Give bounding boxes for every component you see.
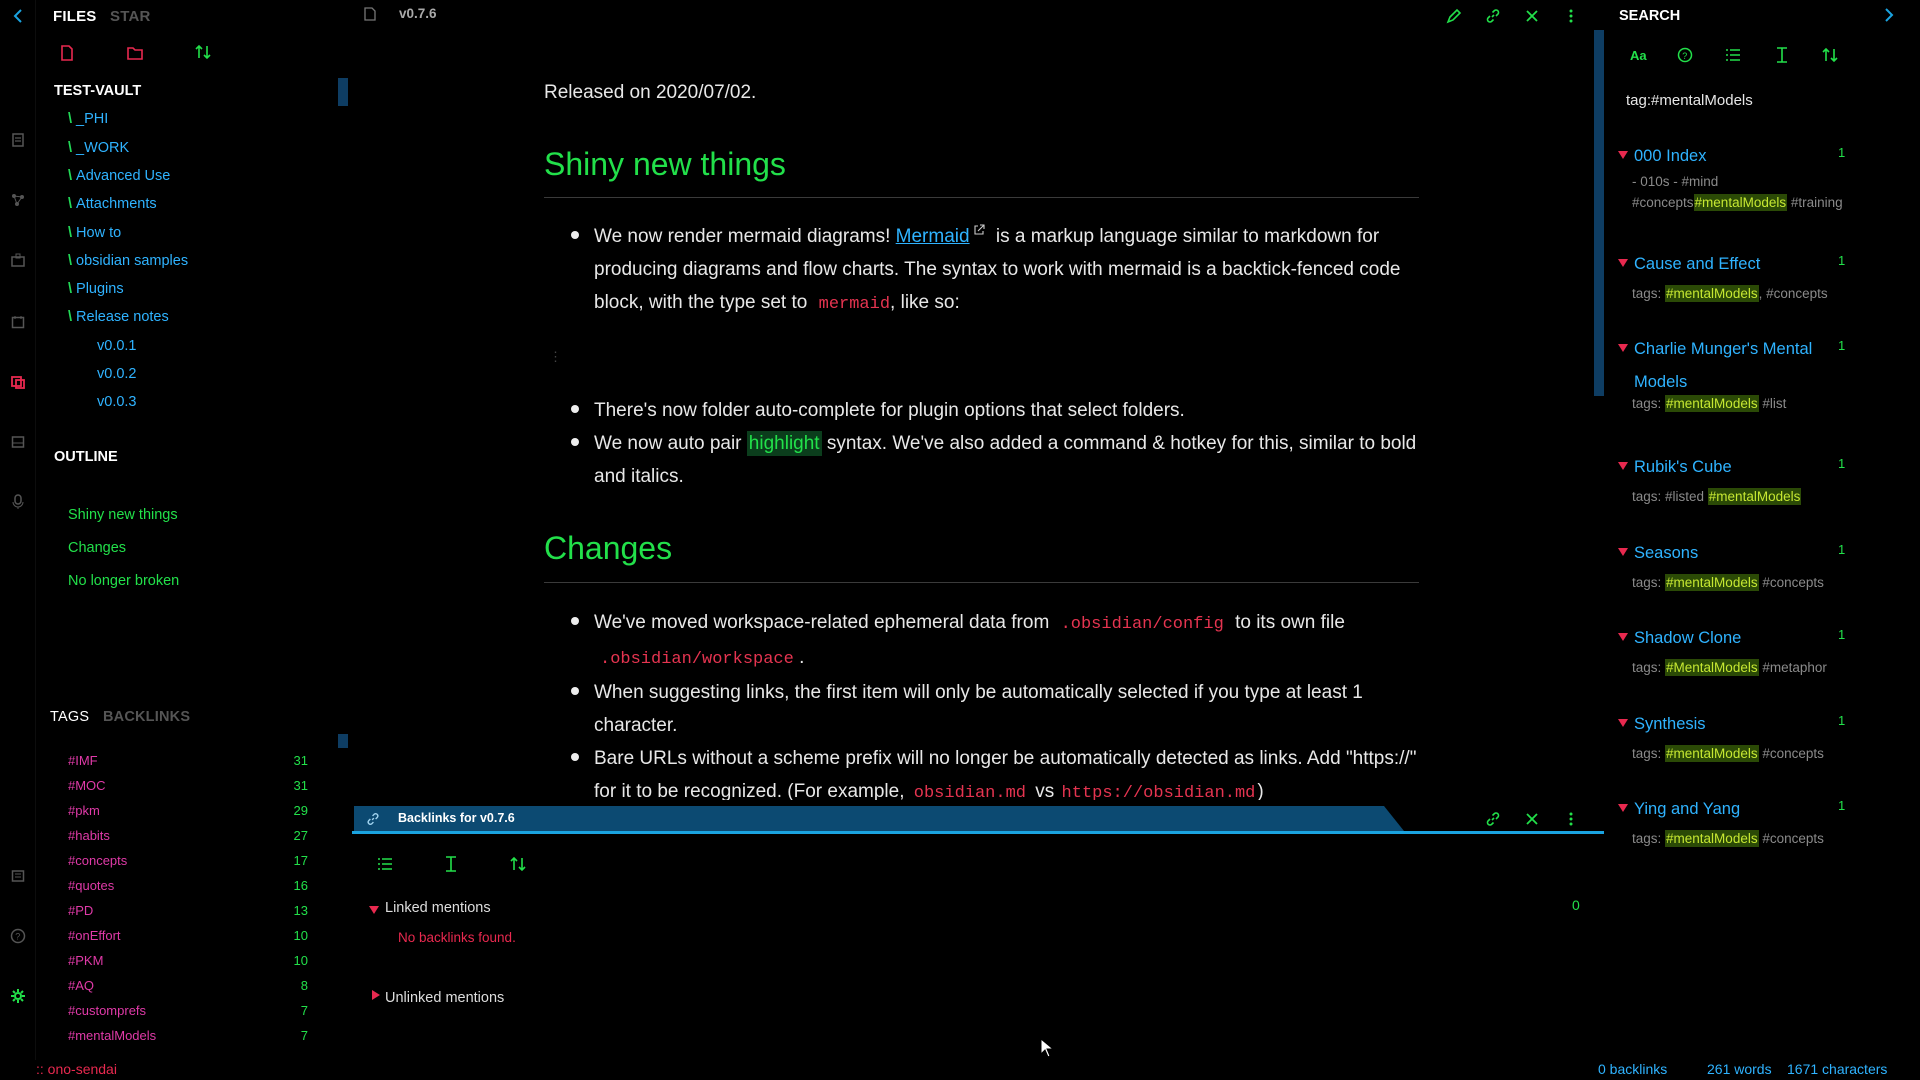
inline-code: mermaid [818, 295, 891, 314]
list-item-line: character. [594, 715, 678, 736]
inline-code: .obsidian/config [1060, 615, 1224, 634]
file-v0-0-2[interactable]: v0.0.2 [97, 366, 137, 382]
text: We now render mermaid diagrams! [594, 226, 891, 247]
search-result-count: 1 [1838, 145, 1846, 160]
folder-how-to[interactable]: \ How to [68, 225, 122, 241]
search-result-snippet[interactable] [1632, 283, 1862, 304]
heading-divider [544, 582, 1419, 583]
search-result-snippet[interactable] [1632, 828, 1862, 849]
folder-release-notes[interactable]: \ Release notes [68, 309, 169, 325]
tag-count: 31 [293, 778, 308, 793]
folder-label: Advanced Use [76, 168, 171, 184]
status-backlinks[interactable]: 0 backlinks [1598, 1061, 1668, 1077]
tag-name: #pkm [68, 803, 100, 818]
file-v0-0-3[interactable]: v0.0.3 [97, 394, 137, 410]
linked-mentions[interactable]: Linked mentions [385, 900, 491, 916]
list-item: Bare URLs without a scheme prefix will no longer be automatically detected as links. Add "https://" [594, 748, 1417, 769]
expand-triangle-icon[interactable] [1618, 344, 1628, 352]
snippet-text: #concepts [1758, 746, 1824, 761]
inline-code: .obsidian/workspace [600, 650, 794, 669]
folder-label: Plugins [76, 281, 124, 297]
linked-count: 0 [1572, 897, 1580, 913]
inline-code: https://obsidian.md [1061, 784, 1256, 800]
list-item-line: and italics. [594, 466, 684, 487]
expand-triangle-icon[interactable] [1618, 804, 1628, 812]
search-result-title[interactable]: Seasons [1634, 544, 1699, 562]
backlinks-pane [352, 806, 1604, 1060]
matched-tag: #mentalModels [1694, 195, 1787, 210]
tag-name: #customprefs [68, 1003, 147, 1018]
tag-row[interactable] [68, 878, 308, 898]
folder-attachments[interactable]: \ Attachments [68, 196, 157, 212]
search-result-title[interactable]: Charlie Munger's Mental Models [1634, 340, 1813, 391]
search-help-icon[interactable] [1677, 47, 1693, 63]
file-v0-0-1[interactable]: v0.0.1 [97, 338, 137, 354]
link-pane-icon[interactable] [1483, 809, 1503, 829]
tag-name: #PKM [68, 953, 104, 968]
external-link-icon [973, 224, 985, 236]
tag-count: 7 [300, 1003, 308, 1018]
mouse-cursor-icon [1040, 1038, 1054, 1058]
list-item: When suggesting links, the first item will only be automatically selected if you type at least 1 [594, 682, 1363, 703]
tag-count: 31 [293, 753, 308, 768]
search-result-count: 1 [1838, 456, 1846, 471]
search-result-title[interactable]: Cause and Effect [1634, 255, 1761, 273]
inline-code: obsidian.md [913, 784, 1026, 800]
tag-name: #IMF [68, 753, 98, 768]
svg-text:?: ? [1682, 50, 1688, 61]
folder-label: obsidian samples [76, 253, 189, 269]
text: is a markup language similar to markdown for [995, 226, 1380, 247]
status-word-count: 261 words [1707, 1061, 1772, 1077]
collapse-right-icon[interactable] [1883, 8, 1895, 22]
sort-icon[interactable] [1822, 47, 1838, 63]
backlinks-title: Backlinks for v0.7.6 [398, 811, 515, 825]
text: , like so: [890, 292, 960, 313]
folder-label: _PHI [76, 111, 109, 127]
collapsed-triangle-icon[interactable] [372, 990, 380, 1000]
bullet [571, 438, 579, 446]
text: . [799, 647, 805, 668]
no-backlinks-text: No backlinks found. [398, 930, 516, 945]
folder-label: How to [76, 225, 122, 241]
search-result-snippet[interactable] [1632, 572, 1862, 593]
snippet-text: #list [1758, 396, 1787, 411]
drag-handle[interactable]: ⋮ [549, 349, 562, 364]
search-result-title[interactable]: Ying and Yang [1634, 800, 1741, 818]
tag-count: 10 [293, 953, 308, 968]
search-title: SEARCH [1619, 8, 1681, 24]
snippet-text: #training [1787, 195, 1843, 210]
tag-name: #concepts [68, 853, 128, 868]
text: We've moved workspace-related ephemeral data from [594, 612, 1050, 633]
snippet-text: #metaphor [1758, 660, 1827, 675]
backlinks-header [352, 806, 1604, 834]
tag-row[interactable] [68, 978, 308, 998]
outline-item-changes[interactable]: Changes [68, 540, 127, 556]
outline-item-no-longer-broken[interactable]: No longer broken [68, 573, 180, 589]
folder-advanced-use[interactable]: \ Advanced Use [68, 168, 171, 184]
bullet [571, 753, 579, 761]
search-result-count: 1 [1838, 798, 1846, 813]
tag-row[interactable] [68, 803, 308, 823]
tag-row[interactable] [68, 903, 308, 923]
editor-tab-title[interactable]: v0.7.6 [399, 6, 437, 21]
tab-files[interactable]: FILES [53, 8, 97, 25]
tag-row[interactable] [68, 828, 308, 848]
folder-plugins[interactable]: \ Plugins [68, 281, 124, 297]
tab-backlinks[interactable]: BACKLINKS [103, 709, 191, 725]
matched-tag: #mentalModels [1708, 489, 1801, 504]
expand-triangle-icon[interactable] [1618, 462, 1628, 470]
text: block, with the type set to [594, 292, 808, 313]
tag-count: 7 [300, 1028, 308, 1043]
heading-shiny-new-things: Shiny new things [544, 146, 786, 182]
bullet [571, 405, 579, 413]
search-result-title[interactable]: Rubik's Cube [1634, 458, 1732, 476]
tag-name: #habits [68, 828, 110, 843]
tag-name: #MOC [68, 778, 106, 793]
tag-count: 16 [293, 878, 308, 893]
more-options-icon[interactable] [1561, 809, 1581, 829]
list-item [594, 606, 1345, 641]
show-context-icon[interactable] [444, 856, 458, 872]
tag-count: 13 [293, 903, 308, 918]
vault-name[interactable]: TEST-VAULT [54, 83, 142, 99]
help-icon[interactable] [8, 926, 28, 946]
heading-changes: Changes [544, 530, 673, 566]
matched-tag: #mentalModels [1666, 831, 1758, 846]
snippet-text: #concepts [1758, 831, 1824, 846]
search-result-count: 1 [1838, 253, 1846, 268]
status-char-count: 1671 characters [1787, 1061, 1888, 1077]
matched-tag: #mentalModels [1666, 286, 1758, 301]
tag-name: #onEffort [68, 928, 121, 943]
snippet-text: tags: [1632, 575, 1666, 590]
tag-count: 27 [293, 828, 308, 843]
right-sidebar [1604, 0, 1920, 1060]
text: to its own file [1235, 612, 1345, 633]
search-result-snippet[interactable] [1632, 486, 1862, 507]
search-result-snippet[interactable] [1632, 743, 1862, 764]
folder-label: Attachments [76, 196, 157, 212]
search-result-count: 1 [1838, 713, 1846, 728]
tag-count: 17 [293, 853, 308, 868]
list-item: There's now folder auto-complete for plugin options that select folders. [594, 400, 1185, 421]
text: for it to be recognized. (For example, [594, 781, 905, 800]
search-result-title[interactable]: Shadow Clone [1634, 629, 1742, 647]
folder-phi[interactable]: \ _PHI [68, 111, 109, 127]
close-pane-icon[interactable] [1522, 809, 1542, 829]
text: We now auto pair [594, 433, 742, 454]
matched-tag: #mentalModels [1666, 575, 1758, 590]
tab-tags[interactable]: TAGS [50, 709, 90, 725]
bullet [571, 687, 579, 695]
bullet [571, 617, 579, 625]
release-date: Released on 2020/07/02. [544, 82, 757, 103]
highlight-mark: highlight [748, 433, 820, 454]
expand-triangle-icon[interactable] [1618, 259, 1628, 267]
matched-tag: #MentalModels [1666, 660, 1758, 675]
folder-label: Release notes [76, 309, 169, 325]
snippet-text: tags: #listed [1632, 489, 1708, 504]
svg-text:?: ? [15, 931, 21, 942]
search-result-count: 1 [1838, 627, 1846, 642]
text: ) [1257, 781, 1264, 800]
tag-row[interactable] [68, 953, 308, 973]
link-icon [366, 812, 380, 826]
snippet-text: tags: [1632, 396, 1666, 411]
show-context-icon[interactable] [1775, 47, 1789, 63]
expand-triangle-icon[interactable] [1618, 151, 1628, 159]
tag-count: 8 [300, 978, 308, 993]
tag-row[interactable] [68, 1003, 308, 1023]
heading-divider [544, 197, 1419, 198]
tag-name: #PD [68, 903, 94, 918]
snippet-text: #concepts [1758, 575, 1824, 590]
snippet-text: tags: [1632, 286, 1666, 301]
search-result-snippet[interactable] [1632, 393, 1862, 414]
list-item-line [594, 286, 960, 321]
bullet [571, 231, 579, 239]
list-item-line [600, 641, 804, 676]
list-item [594, 220, 1379, 253]
outline-item-shiny[interactable]: Shiny new things [68, 507, 178, 523]
folder-work[interactable]: \ _WORK [68, 140, 130, 156]
expand-triangle-icon[interactable] [369, 906, 379, 914]
list-item-line: producing diagrams and flow charts. The syntax to work with mermaid is a backtick-fenced code [594, 259, 1401, 280]
expand-triangle-icon[interactable] [1618, 719, 1628, 727]
tag-name: #quotes [68, 878, 115, 893]
sort-icon[interactable] [510, 856, 526, 872]
search-input[interactable]: tag:#mentalModels [1626, 92, 1753, 109]
tag-row[interactable] [68, 1028, 308, 1048]
folder-obsidian-samples[interactable]: \ obsidian samples [68, 253, 189, 269]
expand-triangle-icon[interactable] [1618, 548, 1628, 556]
matched-tag: #mentalModels [1666, 746, 1758, 761]
matched-tag: #mentalModels [1666, 396, 1758, 411]
snippet-text: tags: [1632, 831, 1666, 846]
snippet-text: , #concepts [1758, 286, 1828, 301]
status-bar [0, 1060, 1920, 1080]
collapse-results-icon[interactable] [1725, 48, 1741, 62]
outline-title: OUTLINE [54, 449, 118, 465]
search-result-count: 1 [1838, 542, 1846, 557]
search-result-count: 1 [1838, 338, 1846, 353]
settings-gear-icon[interactable] [8, 986, 28, 1006]
snippet-text: tags: [1632, 746, 1666, 761]
list-item-line [594, 775, 1264, 800]
search-result-title[interactable]: Synthesis [1634, 715, 1706, 733]
folder-label: _WORK [76, 140, 130, 156]
unlinked-mentions[interactable]: Unlinked mentions [385, 990, 505, 1006]
tag-name: #AQ [68, 978, 95, 993]
mermaid-link[interactable]: Mermaid [895, 226, 970, 247]
tag-row[interactable] [68, 928, 308, 948]
tag-name: #mentalModels [68, 1028, 157, 1043]
snippet-text: - 010s - #mind #concepts [1632, 174, 1719, 210]
theme-label: :: ono-sendai [36, 1061, 117, 1077]
tag-count: 29 [293, 803, 308, 818]
tag-row[interactable] [68, 853, 308, 873]
text: syntax. We've also added a command & hotkey for this, similar to bold [826, 433, 1417, 454]
vault-switcher-icon[interactable] [8, 866, 28, 886]
search-result-snippet[interactable] [1632, 171, 1862, 213]
search-result-title[interactable]: 000 Index [1634, 147, 1707, 165]
text: vs [1035, 781, 1055, 800]
list-item [594, 427, 1416, 460]
tab-star[interactable]: STAR [110, 8, 151, 25]
tag-count: 10 [293, 928, 308, 943]
snippet-text: tags: [1632, 660, 1666, 675]
match-case-button[interactable]: Aa [1630, 48, 1647, 63]
expand-triangle-icon[interactable] [1618, 633, 1628, 641]
collapse-results-icon[interactable] [377, 857, 393, 871]
search-result-snippet[interactable] [1632, 657, 1862, 678]
